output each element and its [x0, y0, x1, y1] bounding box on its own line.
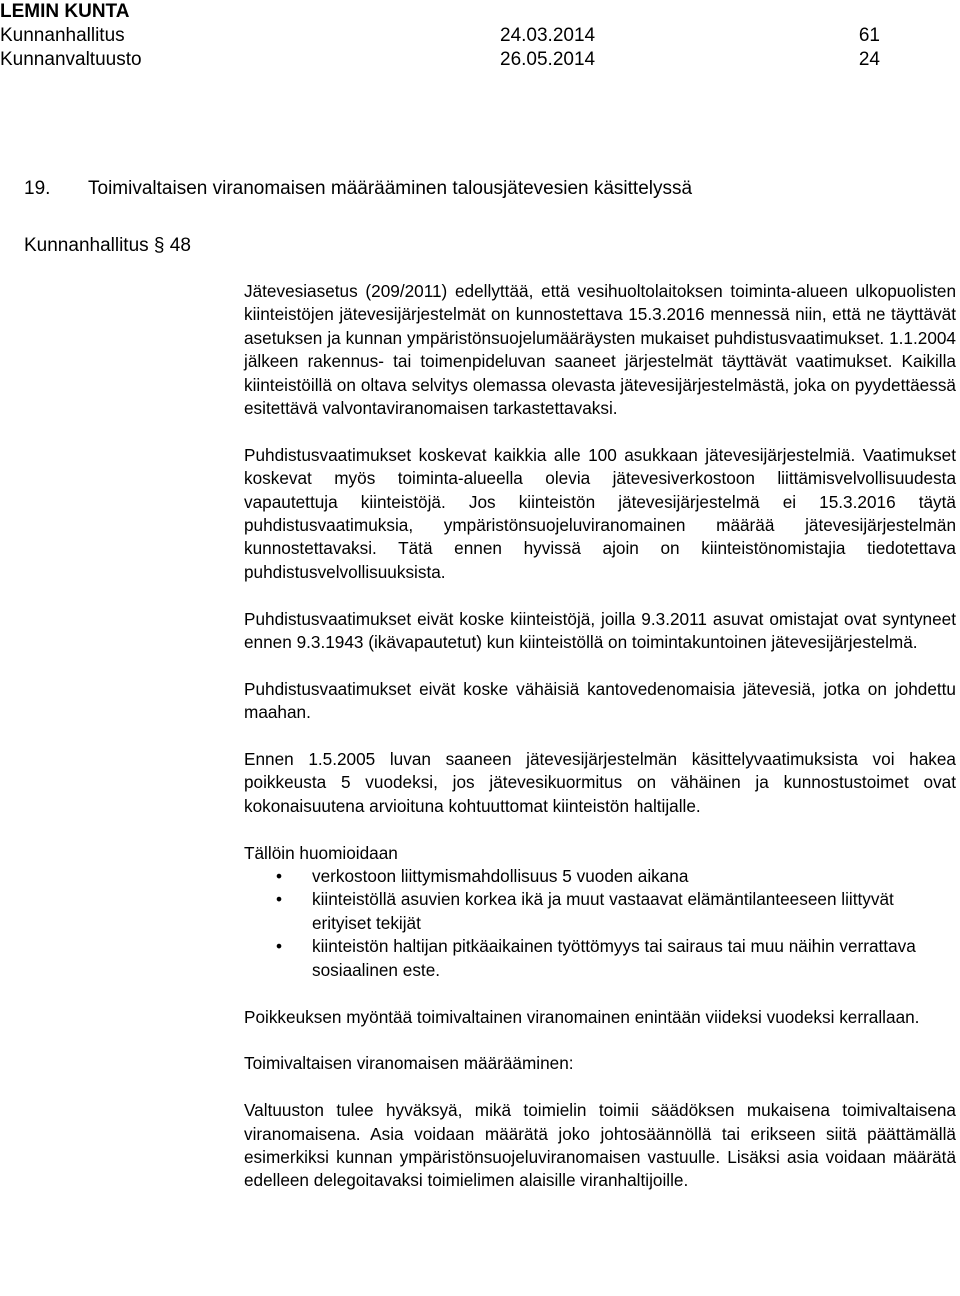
list-intro: Tällöin huomioidaan [244, 842, 398, 863]
board-reference: Kunnanhallitus § 48 [24, 235, 191, 256]
list-item [244, 888, 956, 935]
section-number: 24 [858, 49, 880, 70]
paragraph-subheading: Toimivaltaisen viranomaisen määrääminen: [244, 1053, 574, 1074]
paragraph-exemption-grant: Poikkeuksen myöntää toimivaltainen viranomainen enintään viideksi vuodeksi kerrallaan. [244, 1006, 920, 1027]
list-item-text: verkostoon liittymismahdollisuus 5 vuoden aikana [312, 866, 689, 887]
considerations-list [244, 865, 956, 982]
list-item [244, 935, 956, 982]
section-title-text: Toimivaltaisen viranomaisen määrääminen talousjätevesien käsittelyssä [88, 178, 693, 199]
body-name: Kunnanvaltuusto [0, 49, 142, 70]
list-item-text: kiinteistöllä asuvien korkea ikä ja muut vastaavat elämäntilanteeseen liittyvät erityiset tekijät [312, 889, 894, 933]
list-item [244, 865, 956, 888]
section-title [24, 177, 692, 201]
paragraph-deferral: Ennen 1.5.2005 luvan saaneen jätevesijärjestelmän käsittelyvaatimuksista voi hakea poikkeusta 5 vuodeksi, jos jätevesikuormitus on vähäinen ja kunnostustoimet ovat kokonaisuutena arvioituna kohtuuttomat kiinteistön haltijalle. [244, 749, 956, 816]
paragraph-council: Valtuuston tulee hyväksyä, mikä toimielin toimii säädöksen mukaisena toimivaltaisena viranomaisena. Asia voidaan määrätä joko johtosäännöllä tai erikseen siitä päättämällä esimerkiksi kunnan ympäristönsuojeluviranomaisen vastuulle. Lisäksi asia voidaan määrätä edelleen delegoitavaksi toimielimen alaisille viranhaltijoille. [244, 1100, 956, 1191]
bullet-icon: • [276, 866, 283, 887]
meeting-date: 26.05.2014 [500, 49, 596, 70]
section-number: 61 [858, 25, 880, 46]
list-item-text: kiinteistön haltijan pitkäaikainen työttömyys tai sairaus tai muu näihin verrattava sosiaalinen este. [312, 936, 916, 980]
paragraph-exemption-age: Puhdistusvaatimukset eivät koske kiinteistöjä, joilla 9.3.2011 asuvat omistajat ovat syntyneet ennen 9.3.1943 (ikävapautetut) kun kiinteistöllä on toimintakuntoinen jätevesijärjestelmä. [244, 608, 956, 653]
section-title-number: 19. [24, 178, 51, 199]
body-name: Kunnanhallitus [0, 25, 125, 46]
document-body [244, 280, 956, 1193]
paragraph-exemption-minor: Puhdistusvaatimukset eivät koske vähäisiä kantovedenomaisia jätevesiä, jotka on johdettu maahan. [244, 678, 956, 723]
municipality-name: LEMIN KUNTA [0, 1, 130, 22]
paragraph-regulation: Jätevesiasetus (209/2011) edellyttää, että vesihuoltolaitoksen toiminta-alueen ulkopuolisten kiinteistöjen jätevesijärjestelmät on kunnostettava 15.3.2016 mennessä niin, että ne täyttävät asetuksen ja kunnan ympäristönsuojelumääräysten mukaiset puhdistusvaatimukset. 1.1.2004 jälkeen rakennus- tai toimenpideluvan saaneet järjestelmät täyttävät vaatimukset. Kaikilla kiinteistöillä on oltava selvitys olemassa olevasta jätevesijärjestelmästä, joka on pyydettäessä esitettävä valvontaviranomaisen tarkastettavaksi. [244, 281, 956, 419]
bullet-icon: • [276, 936, 283, 957]
bullet-icon: • [276, 889, 283, 910]
meeting-date: 24.03.2014 [500, 25, 596, 46]
paragraph-requirements: Puhdistusvaatimukset koskevat kaikkia alle 100 asukkaan jätevesijärjestelmiä. Vaatimukset koskevat myös toiminta-alueella olevia jätevesiverkostoon liittämisvelvollisuudesta vapautettuja kiinteistöjä. Jos kiinteistön jätevesijärjestelmä ei 15.3.2016 täytä puhdistusvaatimuksia, ympäristönsuojeluviranomainen määrää jätevesijärjestelmän kunnostettavaksi. Tätä ennen hyvissä ajoin on kiinteistönomistajia tiedotettava puhdistusvelvollisuuksista. [244, 444, 956, 582]
